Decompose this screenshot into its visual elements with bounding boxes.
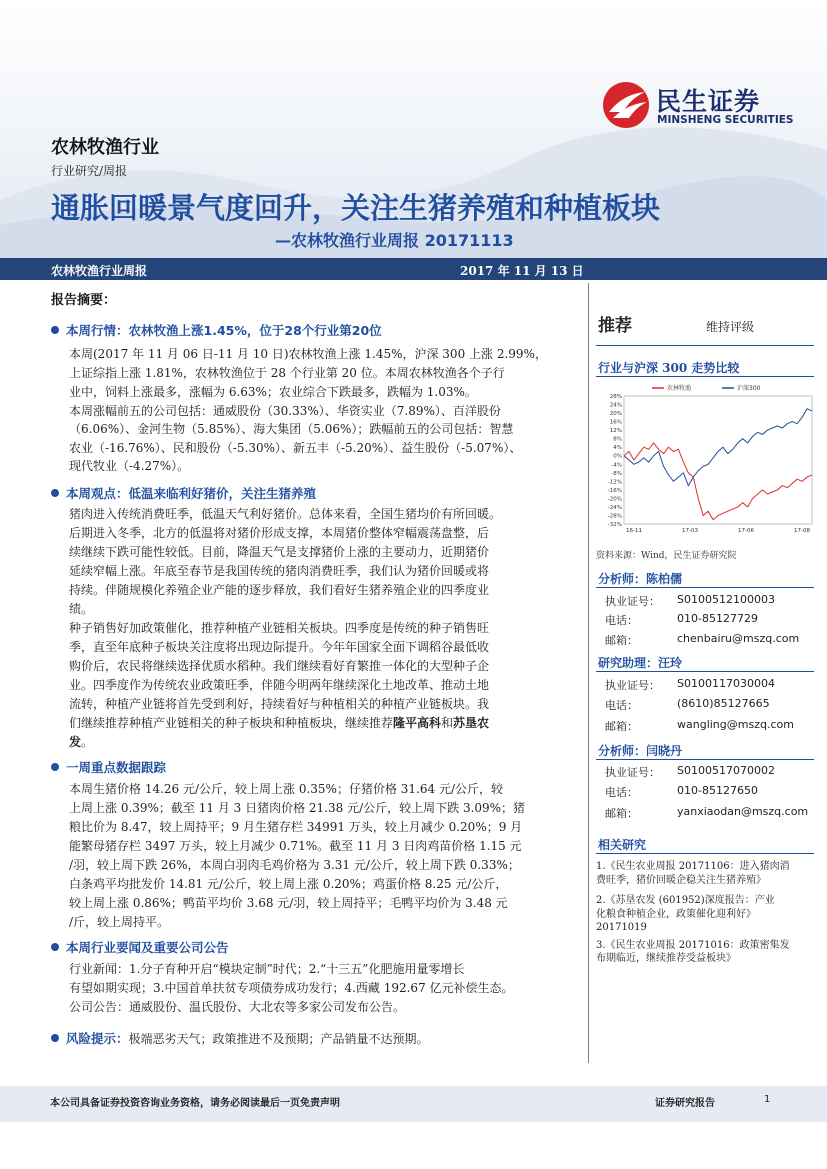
text-line: 农业（-16.76%）、民和股份（-5.30%）、新五丰（-5.20%）、益生股份（-5.07%）、	[69, 441, 522, 455]
text-line: 本周生猪价格 14.26 元/公斤，较上周上涨 0.35%；仔猪价格 31.64 元/公斤，较	[69, 782, 503, 796]
text-line: 本周(2017 年 11 月 06 日-11 月 10 日)农林牧渔上涨 1.45%，沪深 300 上涨 2.99%，	[69, 347, 547, 361]
y-tick-label: -24%	[607, 504, 622, 511]
contact-label: 执业证号：	[605, 679, 660, 692]
text-line: 能繁母猪存栏 3497 万头，较上月减少 0.71%。截至 11 月 3 日肉鸡苗价格 1.15 元	[69, 839, 522, 853]
risk-notice: 风险提示：极端恶劣天气；政策推进不及预期；产品销量不达预期。	[51, 1029, 429, 1047]
y-tick-label: 16%	[609, 419, 622, 426]
contact-label: 邮箱：	[605, 720, 638, 733]
footer-label: 证券研究报告	[655, 1098, 715, 1109]
contact-label: 邮箱：	[605, 807, 638, 820]
y-tick-label: -28%	[607, 513, 622, 520]
legend-label: 农林牧渔	[667, 385, 692, 392]
contact-label: 执业证号：	[605, 766, 660, 779]
text-line: 绩。	[69, 602, 94, 616]
text-line: 猪肉进入传统消费旺季，低温天气利好猪价。总体来看，全国生猪均价有所回暖。	[69, 507, 502, 521]
contact-label: 电话：	[605, 699, 638, 712]
section-heading-data: 一周重点数据跟踪	[51, 758, 166, 776]
report-title: 通胀回暖景气度回升，关注生猪养殖和种植板块	[51, 191, 661, 225]
text-line: 发。	[69, 735, 94, 749]
email-link[interactable]: yanxiaodan@mszq.com	[677, 805, 809, 818]
x-tick-label: 17-03	[682, 528, 698, 534]
related-item[interactable]: 2.《苏垦农发 (601952)深度报告：产业	[596, 895, 775, 906]
contact-label: 执业证号：	[605, 595, 660, 608]
brand-name-en: MINSHENG SECURITIES	[657, 114, 794, 126]
related-heading: 相关研究	[598, 838, 647, 852]
rule	[596, 759, 814, 760]
y-tick-label: 20%	[609, 411, 622, 418]
x-tick-label: 17-08	[794, 528, 810, 534]
y-tick-label: -4%	[611, 462, 622, 469]
text-line: 流转，种植产业链将首先受到利好，持续看好与种植相关的种植产业链板块。我	[69, 697, 490, 711]
rule	[596, 345, 814, 346]
rule	[596, 376, 814, 377]
phone-number: (8610)85127665	[677, 697, 770, 710]
text-line: 上周上涨 0.39%；截至 11 月 3 日猪肉价格 21.38 元/公斤，较上周下跌 3.09%；猪	[69, 801, 526, 815]
rule	[596, 671, 814, 672]
bullet-icon	[51, 326, 59, 334]
text-line: 购价后，农民将继续选择优质水稻种。我们继续看好育繁推一体化的大型种子企	[69, 659, 490, 673]
text-line: 业。四季度作为传统农业政策旺季，伴随今明两年继续深化土地改革、推动土地	[69, 678, 490, 692]
column-divider	[588, 283, 589, 1063]
y-tick-label: 0%	[613, 453, 622, 460]
text-line: 公司公告：通威股份、温氏股份、大北农等多家公司发布公告。	[69, 1000, 406, 1014]
related-item[interactable]: 费旺季，猪价回暖企稳关注生猪养殖》	[596, 875, 766, 886]
x-tick-label: 17-06	[738, 528, 754, 534]
analyst-title: 研究助理：汪玲	[598, 656, 683, 670]
plot-frame	[624, 396, 812, 524]
industry-label: 农林牧渔行业	[51, 137, 159, 158]
y-tick-label: -16%	[607, 487, 622, 494]
chart-heading: 行业与沪深 300 走势比较	[598, 361, 740, 375]
y-tick-label: -32%	[607, 522, 622, 528]
trend-chart	[596, 378, 818, 538]
y-tick-label: 28%	[609, 394, 622, 400]
bullet-icon	[51, 489, 59, 497]
y-tick-label: 12%	[609, 428, 622, 435]
chart-source: 资料来源：Wind，民生证券研究院	[596, 551, 737, 561]
text-line: 上证综指上涨 1.81%，农林牧渔位于 28 个行业第 20 位。本周农林牧渔各个子行	[69, 366, 505, 380]
recommended-stock: 苏垦农	[453, 716, 490, 730]
y-tick-label: -12%	[607, 479, 622, 486]
y-tick-label: 8%	[613, 436, 622, 443]
footer-disclaimer: 本公司具备证券投资咨询业务资格，请务必阅读最后一页免责声明	[50, 1098, 340, 1109]
y-tick-label: -20%	[607, 496, 622, 503]
license-number: S0100117030004	[677, 677, 775, 690]
analyst-title: 分析师：陈柏儒	[598, 572, 683, 586]
related-item[interactable]: 1.《民生农业周报 20171106：进入猪肉消	[596, 861, 790, 872]
x-tick-label: 16-11	[626, 528, 642, 534]
bullet-icon	[51, 763, 59, 771]
text-line: /斤，较上周持平。	[69, 915, 170, 929]
band-report-name: 农林牧渔行业周报	[51, 264, 148, 278]
text-line: 延续窄幅上涨。年底至春节是我国传统的猪肉消费旺季，我们认为猪价回暖或将	[69, 564, 490, 578]
text-line: 行业新闻：1.分子育种开启“模块定制”时代；2.“十三五”化肥施用量零增长	[69, 962, 465, 976]
summary-label: 报告摘要：	[51, 293, 117, 308]
bullet-icon	[51, 943, 59, 951]
license-number: S0100517070002	[677, 764, 775, 777]
analyst-title: 分析师：闫晓丹	[598, 744, 683, 758]
text-line: 季，直至年底种子板块关注度将出现边际提升。今年年国家全面下调稻谷最低收	[69, 640, 490, 654]
text-line: 本周涨幅前五的公司包括：通威股份（30.33%）、华资实业（7.89%）、百洋股份	[69, 404, 501, 418]
contact-label: 邮箱：	[605, 634, 638, 647]
rating: 推荐	[598, 316, 632, 336]
text-line: 有望如期实现；3.中国首单扶贫专项债券成功发行；4.西藏 192.67 亿元补偿生态。	[69, 981, 514, 995]
section-heading-market: 本周行情：农林牧渔上涨1.45%，位于28个行业第20位	[51, 321, 382, 339]
text-line: 种子销售好加政策催化，推荐种植产业链相关板块。四季度是传统的种子销售旺	[69, 621, 490, 635]
report-date: 2017 年 11 月 13 日	[460, 264, 584, 278]
page-number: 1	[764, 1094, 771, 1105]
text-line: 较上周上涨 0.86%；鸭苗平均价 3.68 元/羽，较上周持平；毛鸭平均价为 3.48 元	[69, 896, 508, 910]
related-item[interactable]: 20171019	[596, 922, 647, 933]
rating-sub: 维持评级	[706, 320, 755, 334]
section-heading-view: 本周观点：低温来临利好猪价，关注生猪养殖	[51, 484, 316, 502]
text-line: 业中，饲料上涨最多，涨幅为 6.63%；农业综合下跌最多，跌幅为 1.03%。	[69, 385, 477, 399]
company-logo	[601, 80, 653, 130]
y-tick-label: 4%	[613, 445, 622, 452]
phone-number: 010-85127650	[677, 784, 758, 797]
text-line: 白条鸡平均批发价 14.81 元/公斤，较上周上涨 0.20%；鸡蛋价格 8.25 元/公斤，	[69, 877, 508, 891]
text-line: （6.06%）、金河生物（5.85%）、海大集团（5.06%）；跌幅前五的公司包括：智慧	[69, 422, 514, 436]
license-number: S0100512100003	[677, 593, 775, 606]
related-item[interactable]: 化粮食种植企业，政策催化迎利好》	[596, 909, 756, 920]
y-tick-label: 24%	[609, 402, 622, 409]
text-line: 续继续下跌可能性较低。目前，降温天气是支撑猪价上涨的主要动力，近期猪价	[69, 545, 490, 559]
related-item[interactable]: 3.《民生农业周报 20171016：政策密集发	[596, 940, 790, 951]
rule	[596, 587, 814, 588]
phone-number: 010-85127729	[677, 612, 758, 625]
series-line	[624, 409, 812, 486]
text-line: 现代牧业（-4.27%）。	[69, 459, 190, 473]
report-subtitle: —农林牧渔行业周报 20171113	[275, 231, 514, 250]
report-type: 行业研究/周报	[51, 164, 128, 178]
email-link[interactable]: wangling@mszq.com	[677, 718, 794, 731]
legend-label: 沪深300	[737, 385, 761, 392]
text-line: 持续。伴随规模化养殖企业产能的逐步释放，我们看好生猪养殖企业的四季度业	[69, 583, 490, 597]
email-link[interactable]: chenbairu@mszq.com	[677, 632, 800, 645]
text-line: /羽，较上周下跌 26%，本周白羽肉毛鸡价格为 3.31 元/公斤，较上周下跌 0.33%；	[69, 858, 520, 872]
series-line	[624, 443, 812, 520]
text-line: 后期进入冬季，北方的低温将对猪价形成支撑，本周猪价整体窄幅震荡盘整，后	[69, 526, 490, 540]
y-tick-label: -8%	[611, 470, 622, 477]
bullet-icon	[51, 1034, 59, 1042]
text-line: 粮比价为 8.47，较上周持平；9 月生猪存栏 34991 万头，较上月减少 0.20%；9 月	[69, 820, 523, 834]
brand-name: 民生证券	[656, 87, 761, 116]
rule	[596, 853, 814, 854]
text-line: 们继续推荐种植产业链相关的种子板块和种植板块，继续推荐隆平高科和苏垦农	[69, 716, 490, 730]
related-item[interactable]: 布期临近，继续推荐受益板块》	[596, 953, 736, 964]
contact-label: 电话：	[605, 614, 638, 627]
recommended-stock: 隆平高科	[393, 716, 442, 730]
section-heading-news: 本周行业要闻及重要公司公告	[51, 938, 229, 956]
contact-label: 电话：	[605, 786, 638, 799]
